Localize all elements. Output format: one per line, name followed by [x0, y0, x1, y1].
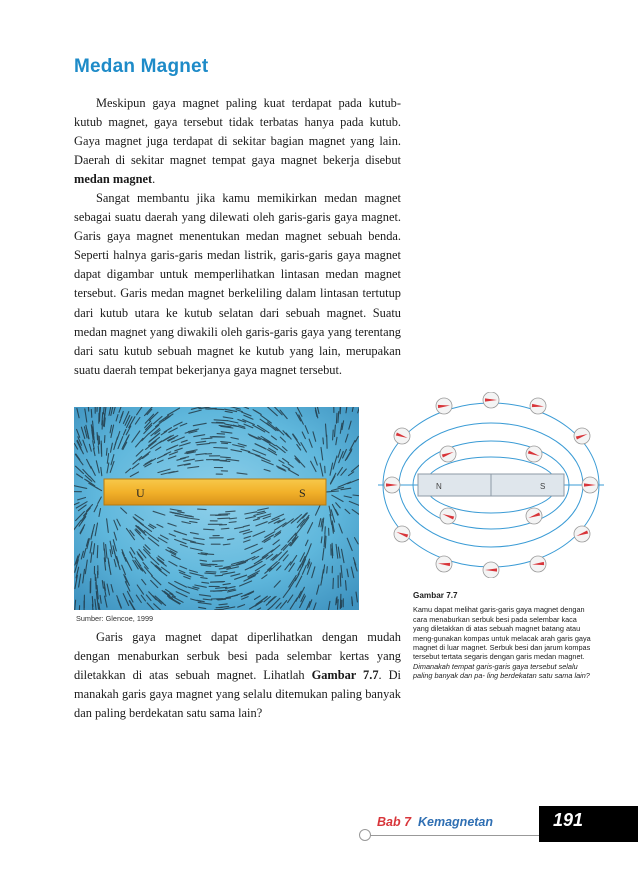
chapter-footer — [377, 815, 493, 829]
compass-icon — [530, 556, 546, 572]
compass-icon — [384, 477, 400, 493]
figure-reference: Gambar 7.7 — [311, 668, 379, 683]
pole-label-s: S — [299, 486, 306, 500]
figure-caption — [413, 591, 593, 681]
compass-icon — [526, 508, 542, 524]
iron-filings-photo — [74, 407, 359, 610]
section-title: Medan Magnet — [74, 56, 209, 77]
body-text-top — [74, 94, 401, 380]
diagram-label-n: N — [436, 482, 442, 491]
page-number-box — [539, 806, 638, 842]
body-text-bottom — [74, 628, 401, 723]
chapter-title: Kemagnetan — [418, 815, 494, 829]
compass-icon — [526, 446, 542, 462]
compass-icon — [483, 392, 499, 408]
paragraph-3: Garis gaya magnet dapat diperlihatkan dengan mudah dengan menaburkan serbuk besi pada selembar kertas yang diletakkan di atas sebuah magnet. Lihatlah Gambar 7.7. Di manakah garis gaya magnet yang selalu ditemukan paling banyak dan paling berdekatan satu sama lain? — [74, 630, 402, 721]
compass-icon — [394, 526, 410, 542]
compass-icon — [440, 508, 456, 524]
compass-icon — [483, 562, 499, 578]
compass-field-diagram — [378, 392, 604, 578]
compass-icon — [574, 428, 590, 444]
compass-icon — [574, 526, 590, 542]
caption-title: Gambar 7.7 — [413, 591, 458, 600]
page-number: 191 — [552, 810, 584, 830]
compass-icon — [582, 477, 598, 493]
paragraph-1: Meskipun gaya magnet paling kuat terdapat pada kutub-kutub magnet, gaya tersebut tidak terbatas hanya pada kutub. Gaya magnet juga terdapat di sekitar bagian magnet yang lain. Daerah di sekitar magnet tempat gaya magnet bekerja disebut medan magnet. — [74, 96, 401, 187]
footer-circle — [359, 829, 371, 841]
caption-text: Kamu dapat melihat garis-garis gaya magnet dengan cara menaburkan serbuk besi pada selembar kaca yang diletakkan di atas sebuah magnet batang atau meng-gunakan kompas untuk melacak arah garis gaya magnet di luar magnet. Serbuk besi dan jarum kompas tersebut tertata segaris dengan garis medan magnet. — [413, 605, 591, 662]
chapter-label: Bab 7 — [377, 815, 412, 829]
pole-label-u: U — [136, 486, 145, 500]
compass-icon — [394, 428, 410, 444]
term-medan-magnet: medan magnet — [74, 172, 153, 187]
photo-credit: Sumber: Glencoe, 1999 — [76, 614, 154, 623]
compass-icon — [436, 398, 452, 414]
compass-icon — [440, 446, 456, 462]
diagram-label-s: S — [540, 482, 546, 491]
compass-icon — [530, 398, 546, 414]
paragraph-2: Sangat membantu jika kamu memikirkan medan magnet sebagai suatu daerah yang dilewati oleh garis-garis gaya magnet. Garis gaya magnet menentukan medan magnet sebuah benda. Seperti halnya garis-garis medan listrik, garis-garis gaya magnet dapat digambar untuk memperlihatkan lintasan medan magnet tersebut. Garis medan magnet berkeliling dalam lintasan tertutup dari kutub utara ke kutub selatan dari sebuah magnet. Suatu medan magnet yang diwakili oleh garis-garis gaya yang terentang dari satu kutub sebuah magnet ke kutub yang lain, merupakan suatu daerah tempat bekerjanya gaya magnet tersebut. — [74, 191, 401, 377]
compass-icon — [436, 556, 452, 572]
caption-question: Dimanakah tempat garis-garis gaya tersebut selalu paling banyak dan pa- ling berdekatan satu sama lain? — [413, 661, 590, 681]
